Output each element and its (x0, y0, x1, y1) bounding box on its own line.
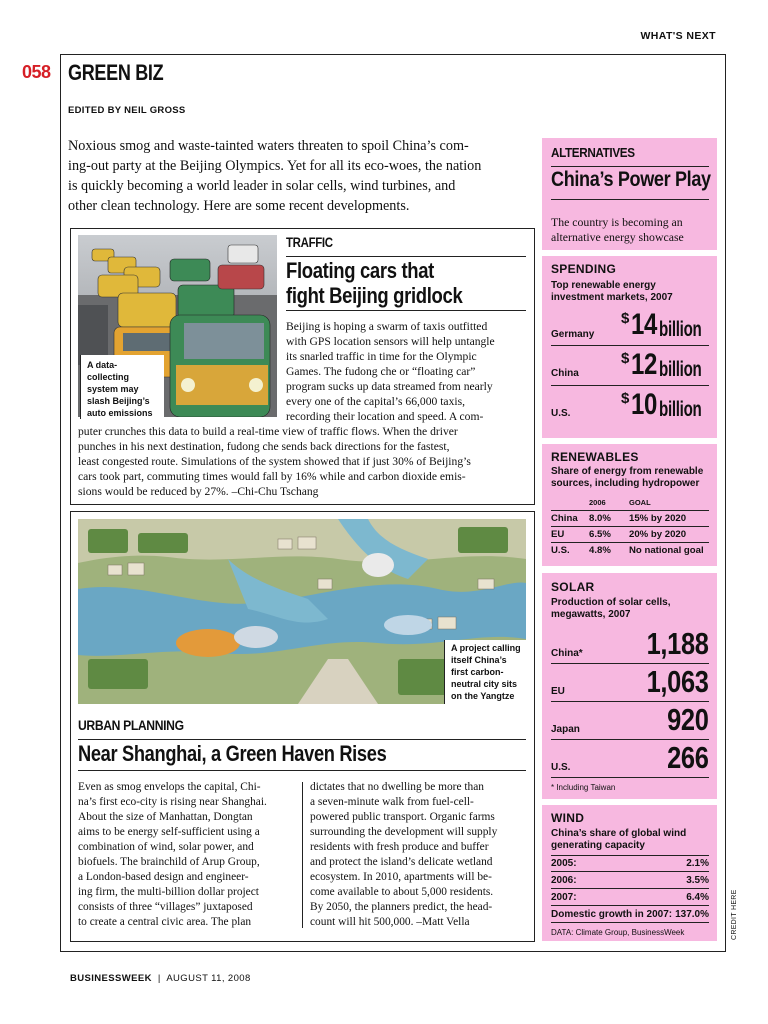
spending-value: 12 (631, 348, 658, 381)
traffic-body-narrow (286, 319, 526, 424)
wind-row (551, 890, 709, 906)
solar-country: EU (551, 686, 565, 697)
intro-line: ing-out party at the Beijing Olympics. Yet for all its eco-woes, the nation (68, 158, 482, 174)
wind-year: 2007: (551, 892, 577, 903)
body-line: come available to about 5,000 residents. (310, 886, 494, 898)
body-line: na’s first eco-city is rising near Shanghai. (78, 796, 267, 808)
solar-list (551, 626, 709, 778)
dek-line: The country is becoming an (551, 215, 683, 229)
body-line: least congested route. Simulations of the system showed that if just 30% of Beijing’s (78, 455, 471, 468)
traffic-kicker: TRAFFIC (286, 235, 333, 250)
traffic-photo-caption (80, 355, 164, 419)
traffic-headline (286, 258, 462, 308)
sidebar-rule (551, 166, 709, 167)
wind-row (551, 856, 709, 872)
goal: No national goal (629, 545, 704, 556)
wind-year: 2005: (551, 858, 577, 869)
solar-value: 920 (667, 702, 709, 737)
caption-line: itself China’s (451, 655, 507, 665)
urban-rule (78, 770, 526, 771)
region: U.S. (551, 545, 570, 556)
spending-value: 14 (631, 308, 658, 341)
body-line: with GPS location sensors will help untangle (286, 335, 495, 348)
solar-subtitle (551, 597, 670, 621)
solar-footnote: * Including Taiwan (551, 783, 616, 792)
body-line: every one of the capital’s 66,000 taxis, (286, 395, 466, 408)
wind-table (551, 855, 709, 925)
intro-line: Noxious smog and waste-tainted waters threaten to spoil China’s com- (68, 138, 469, 154)
caption-line: neutral city sits (451, 679, 518, 689)
headline-line: Floating cars that (286, 258, 434, 283)
body-line: to create a central civic area. The plan (78, 916, 252, 928)
sub-line: Production of solar cells, (551, 597, 671, 608)
renewables-table (551, 496, 709, 560)
body-line: aims to be energy self-sufficient using a (78, 826, 260, 838)
section-label: WHAT'S NEXT (640, 30, 716, 42)
body-line: Beijing is hoping a swarm of taxis outfitted (286, 320, 488, 333)
solar-country: China* (551, 648, 583, 659)
body-line: puter crunches this data to build a real-time view of traffic flows. When the driver (78, 425, 458, 438)
traffic-rule (286, 256, 526, 257)
renewables-row (551, 527, 709, 543)
wind-share: 3.5% (686, 875, 709, 886)
footer (70, 973, 251, 984)
eco-city-caption (444, 640, 528, 704)
spending-row (551, 306, 709, 346)
wind-growth-row (551, 907, 709, 923)
wind-share: 6.4% (686, 892, 709, 903)
body-line: consists of three “villages” juxtaposed (78, 901, 253, 913)
headline-line: fight Beijing gridlock (286, 283, 463, 308)
traffic-body-wide (78, 424, 528, 499)
sub-line: Top renewable energy (551, 280, 656, 291)
renewables-subtitle (551, 466, 703, 490)
share-2006: 4.8% (589, 545, 611, 556)
body-line: surrounding the development will supply (310, 826, 498, 838)
solar-value: 1,063 (647, 664, 709, 699)
spending-country: China (551, 368, 579, 379)
caption-line: A project calling (451, 643, 521, 653)
spending-value: 10 (631, 388, 658, 421)
spending-currency: $ (621, 390, 629, 407)
body-line: punches in his next destination, fudong che sends back directions for the fastest, (78, 440, 450, 453)
renewables-row (551, 543, 709, 559)
spending-title: SPENDING (551, 262, 617, 276)
solar-row (551, 664, 709, 702)
col-header-goal: GOAL (629, 498, 651, 507)
sidebar-dek (551, 215, 684, 245)
footer-date: AUGUST 11, 2008 (166, 973, 251, 984)
spending-unit: billion (659, 318, 702, 341)
wind-growth-value: 137.0% (675, 909, 709, 920)
body-line: dictates that no dwelling be more than (310, 781, 484, 793)
wind-source: DATA: Climate Group, BusinessWeek (551, 928, 685, 937)
sub-line: sources, including hydropower (551, 478, 700, 489)
intro-paragraph (68, 136, 538, 216)
solar-row (551, 740, 709, 778)
body-line: Games. The fudong che or “floating car” (286, 365, 476, 378)
intro-line: other clean technology. Here are some recent developments. (68, 198, 410, 214)
spending-row (551, 386, 709, 426)
sidebar-title: China’s Power Play (551, 168, 711, 191)
body-line: sions would be reduced by 27%. –Chi-Chu Tschang (78, 485, 319, 498)
solar-row (551, 626, 709, 664)
solar-title: SOLAR (551, 580, 595, 594)
caption-line: A data- (87, 360, 118, 370)
spending-currency: $ (621, 310, 629, 327)
body-line: a seven-minute walk from fuel-cell- (310, 796, 474, 808)
page-number: 058 (22, 62, 51, 82)
wind-title: WIND (551, 811, 585, 825)
footer-separator: | (157, 973, 161, 984)
sub-line: investment markets, 2007 (551, 292, 673, 303)
body-line: its snarled traffic in time for the Olympic (286, 350, 477, 363)
body-line: powered public transport. Organic farms (310, 811, 495, 823)
spending-unit: billion (659, 358, 702, 381)
share-2006: 6.5% (589, 529, 611, 540)
spending-country: U.S. (551, 408, 571, 419)
col-header-2006: 2006 (589, 498, 606, 507)
caption-line: system may (87, 384, 139, 394)
goal: 15% by 2020 (629, 513, 687, 524)
urban-kicker: URBAN PLANNING (78, 718, 184, 733)
region: EU (551, 529, 565, 540)
wind-share: 2.1% (686, 858, 709, 869)
caption-line: first carbon- (451, 667, 504, 677)
share-2006: 8.0% (589, 513, 611, 524)
sidebar-kicker: ALTERNATIVES (551, 145, 635, 160)
dek-line: alternative energy showcase (551, 230, 684, 244)
solar-country: Japan (551, 724, 580, 735)
renewables-row (551, 511, 709, 527)
renewables-row (551, 496, 709, 511)
solar-row (551, 702, 709, 740)
renewables-title: RENEWABLES (551, 450, 639, 464)
caption-line: on the Yangtze (451, 691, 515, 701)
spending-currency: $ (621, 350, 629, 367)
body-line: biofuels. The brainchild of Arup Group, (78, 856, 260, 868)
spending-unit: billion (659, 398, 702, 421)
editor-credit: EDITED BY NEIL GROSS (68, 105, 186, 116)
intro-line: is quickly becoming a world leader in solar cells, wind turbines, and (68, 178, 456, 194)
wind-growth-label: Domestic growth in 2007: (551, 909, 673, 920)
caption-line: collecting (87, 372, 130, 382)
goal: 20% by 2020 (629, 529, 687, 540)
body-line: a London-based design and engineer- (78, 871, 249, 883)
sub-line: Share of energy from renewable (551, 466, 704, 477)
body-line: and protect the island’s delicate wetland (310, 856, 493, 868)
solar-value: 266 (667, 740, 709, 775)
urban-body-col1 (78, 780, 296, 930)
spending-country: Germany (551, 329, 595, 340)
urban-headline: Near Shanghai, a Green Haven Rises (78, 741, 387, 766)
footer-magazine: BUSINESSWEEK (70, 973, 152, 984)
sub-line: China’s share of global wind (551, 828, 687, 839)
column-divider (302, 782, 303, 928)
body-line: recording their location and speed. A com- (286, 410, 484, 423)
sidebar-rule (551, 199, 709, 200)
sub-line: generating capacity (551, 840, 645, 851)
spending-list (551, 306, 709, 430)
caption-line: slash Beijing’s (87, 396, 150, 406)
photo-credit: CREDIT HERE (731, 889, 738, 940)
region: China (551, 513, 578, 524)
body-line: cars took part, commuting times would fall by 16% while and carbon dioxide emis- (78, 470, 466, 483)
body-line: ing firm, the multi-billion dollar project (78, 886, 259, 898)
body-line: ecosystem. In 2010, apartments will be- (310, 871, 492, 883)
body-line: residents with fresh produce and buffer (310, 841, 489, 853)
wind-row (551, 873, 709, 889)
wind-year: 2006: (551, 875, 577, 886)
body-line: By 2050, the planners predict, the head- (310, 901, 493, 913)
urban-body-col2 (310, 780, 528, 930)
spending-row (551, 346, 709, 386)
spending-subtitle (551, 280, 673, 304)
caption-line: auto emissions (87, 408, 153, 418)
body-line: program sucks up data streamed from nearly (286, 380, 493, 393)
sub-line: megawatts, 2007 (551, 609, 631, 620)
department-title: GREEN BIZ (68, 60, 164, 85)
body-line: About the size of Manhattan, Dongtan (78, 811, 253, 823)
wind-subtitle (551, 828, 686, 852)
traffic-rule (286, 310, 526, 311)
body-line: count will hit 500,000. –Matt Vella (310, 916, 470, 928)
body-line: combination of wind, solar power, and (78, 841, 254, 853)
solar-country: U.S. (551, 762, 571, 773)
solar-value: 1,188 (647, 626, 709, 661)
body-line: Even as smog envelops the capital, Chi- (78, 781, 261, 793)
urban-rule (78, 739, 526, 740)
